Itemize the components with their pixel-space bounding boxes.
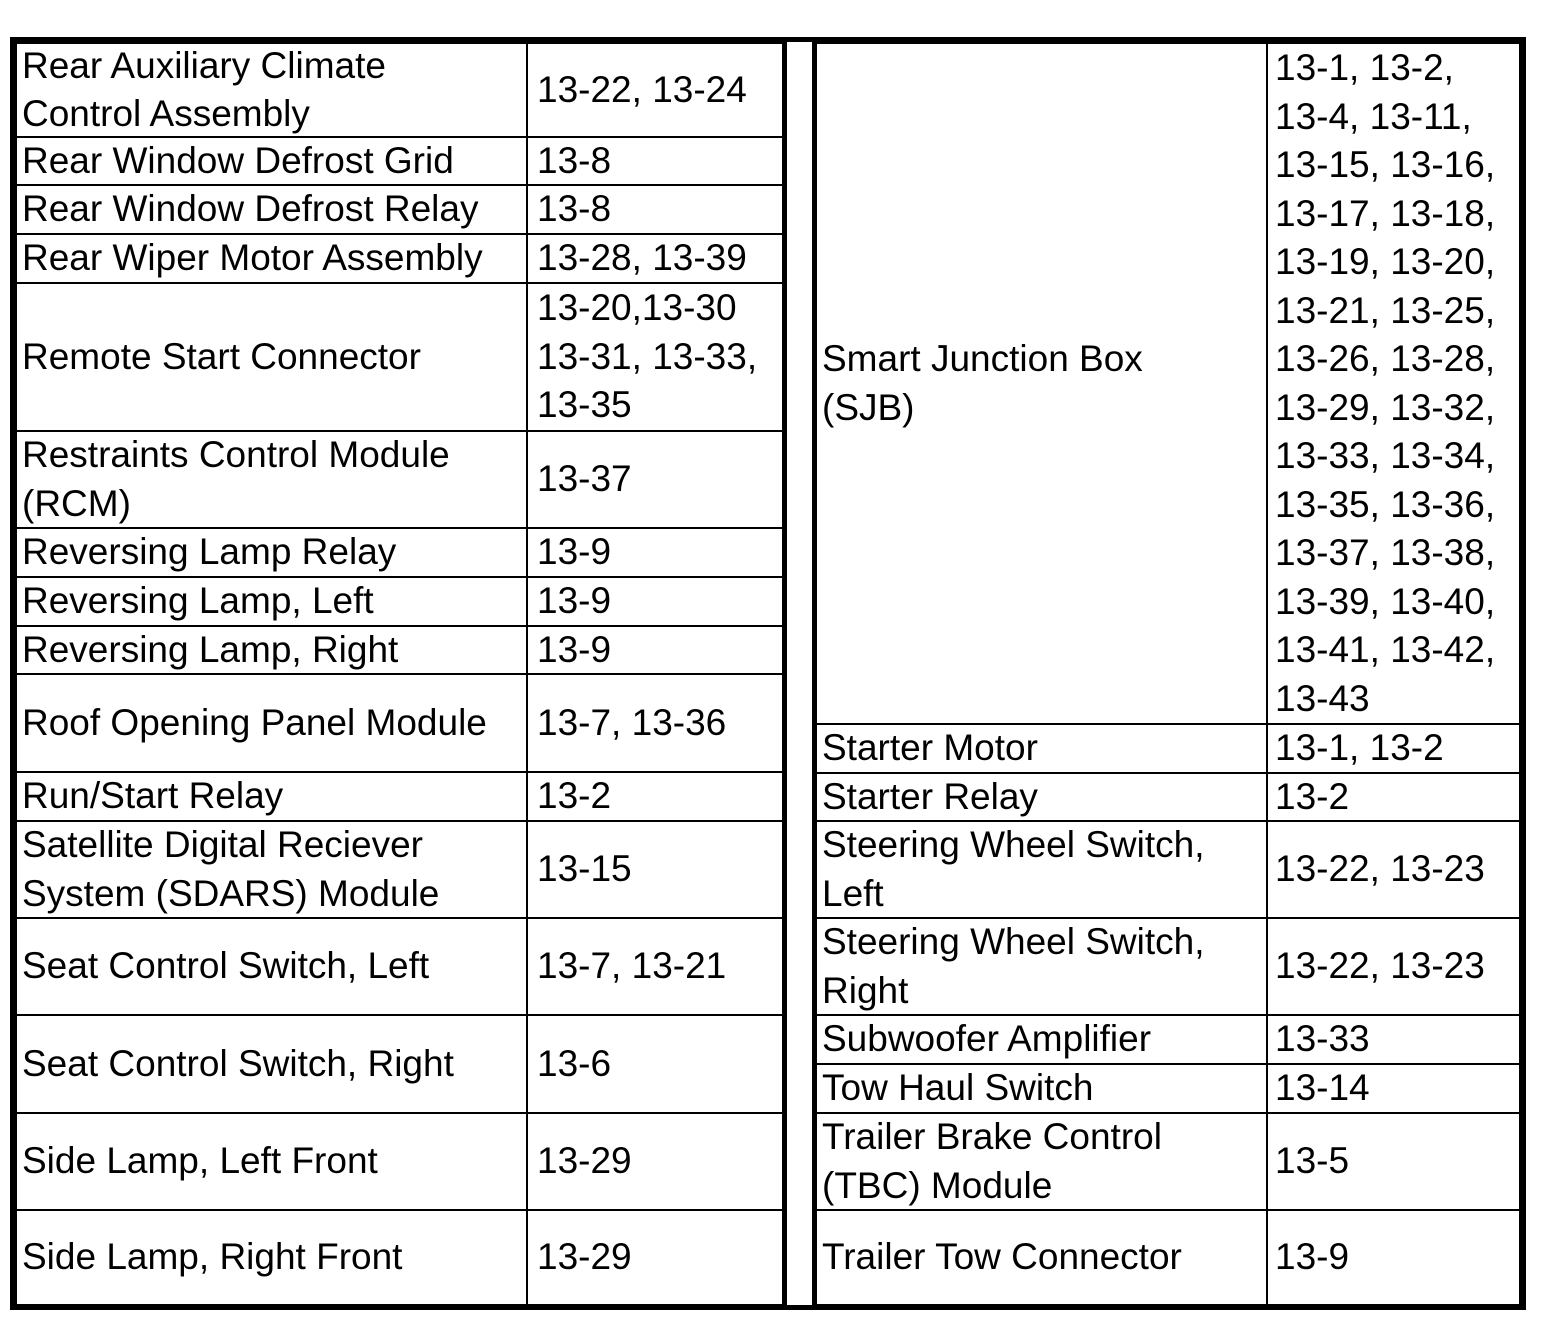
table-row-pages: 13-9 <box>526 527 784 578</box>
table-row-pages: 13-1, 13-2, 13-4, 13-11, 13-15, 13-16, 13-17, 13-18, 13-19, 13-20, 13-21, 13-25, 13-26, 13-28, 13-29, 13-32, 13-33, 13-34, 13-35, 13-36, 13-37, 13-38, 13-39, 13-40, 13-41, 13-42, 13-43 <box>1266 42 1521 725</box>
table-row-name: Remote Start Connector <box>15 282 528 432</box>
table-row-pages: 13-22, 13-23 <box>1266 820 1521 919</box>
table-row-name: Side Lamp, Right Front <box>15 1209 528 1306</box>
table-row-pages: 13-9 <box>526 625 784 675</box>
table-row-pages: 13-6 <box>526 1014 784 1114</box>
table-row-name: Trailer Tow Connector <box>815 1209 1268 1306</box>
table-row-name: Steering Wheel Switch, Left <box>815 820 1268 919</box>
table-row-name: Subwoofer Amplifier <box>815 1014 1268 1065</box>
table-row-pages: 13-33 <box>1266 1014 1521 1065</box>
table-row-name: Reversing Lamp, Left <box>15 576 528 627</box>
table-row-pages: 13-22, 13-24 <box>526 42 784 138</box>
table-row-pages: 13-22, 13-23 <box>1266 917 1521 1016</box>
table-row-pages: 13-29 <box>526 1209 784 1306</box>
table-row-name: Tow Haul Switch <box>815 1063 1268 1114</box>
table-row-name: Rear Wiper Motor Assembly <box>15 233 528 284</box>
table-row-name: Run/Start Relay <box>15 771 528 822</box>
table-row-name: Side Lamp, Left Front <box>15 1112 528 1211</box>
table-row-pages: 13-7, 13-21 <box>526 917 784 1016</box>
table-row-name: Satellite Digital Reciever System (SDARS) Module <box>15 820 528 919</box>
table-row-pages: 13-2 <box>526 771 784 822</box>
table-row-name: Steering Wheel Switch, Right <box>815 917 1268 1016</box>
table-row-pages: 13-2 <box>1266 772 1521 822</box>
table-row-pages: 13-8 <box>526 136 784 186</box>
table-row-name: Restraints Control Module (RCM) <box>15 430 528 529</box>
table-row-pages: 13-20,13-30 13-31, 13-33, 13-35 <box>526 282 784 432</box>
table-row-pages: 13-7, 13-36 <box>526 673 784 773</box>
table-row-name: Reversing Lamp Relay <box>15 527 528 578</box>
table-row-pages: 13-9 <box>1266 1209 1521 1306</box>
table-row-name: Starter Relay <box>815 772 1268 822</box>
table-row-pages: 13-9 <box>526 576 784 627</box>
table-row-name: Seat Control Switch, Left <box>15 917 528 1016</box>
table-row-name: Starter Motor <box>815 723 1268 774</box>
table-row-pages: 13-1, 13-2 <box>1266 723 1521 774</box>
table-row-pages: 13-37 <box>526 430 784 529</box>
table-row-name: Reversing Lamp, Right <box>15 625 528 675</box>
table-row-pages: 13-15 <box>526 820 784 919</box>
table-row-name: Trailer Brake Control (TBC) Module <box>815 1112 1268 1211</box>
table-row-name: Smart Junction Box (SJB) <box>815 42 1268 725</box>
table-row-name: Seat Control Switch, Right <box>15 1014 528 1114</box>
table-row-name: Rear Window Defrost Relay <box>15 184 528 235</box>
table-row-pages: 13-28, 13-39 <box>526 233 784 284</box>
table-row-pages: 13-8 <box>526 184 784 235</box>
table-row-pages: 13-5 <box>1266 1112 1521 1211</box>
table-row-name: Rear Auxiliary Climate Control Assembly <box>15 42 528 138</box>
table-row-pages: 13-29 <box>526 1112 784 1211</box>
table-row-name: Rear Window Defrost Grid <box>15 136 528 186</box>
table-row-pages: 13-14 <box>1266 1063 1521 1114</box>
table-row-name: Roof Opening Panel Module <box>15 673 528 773</box>
